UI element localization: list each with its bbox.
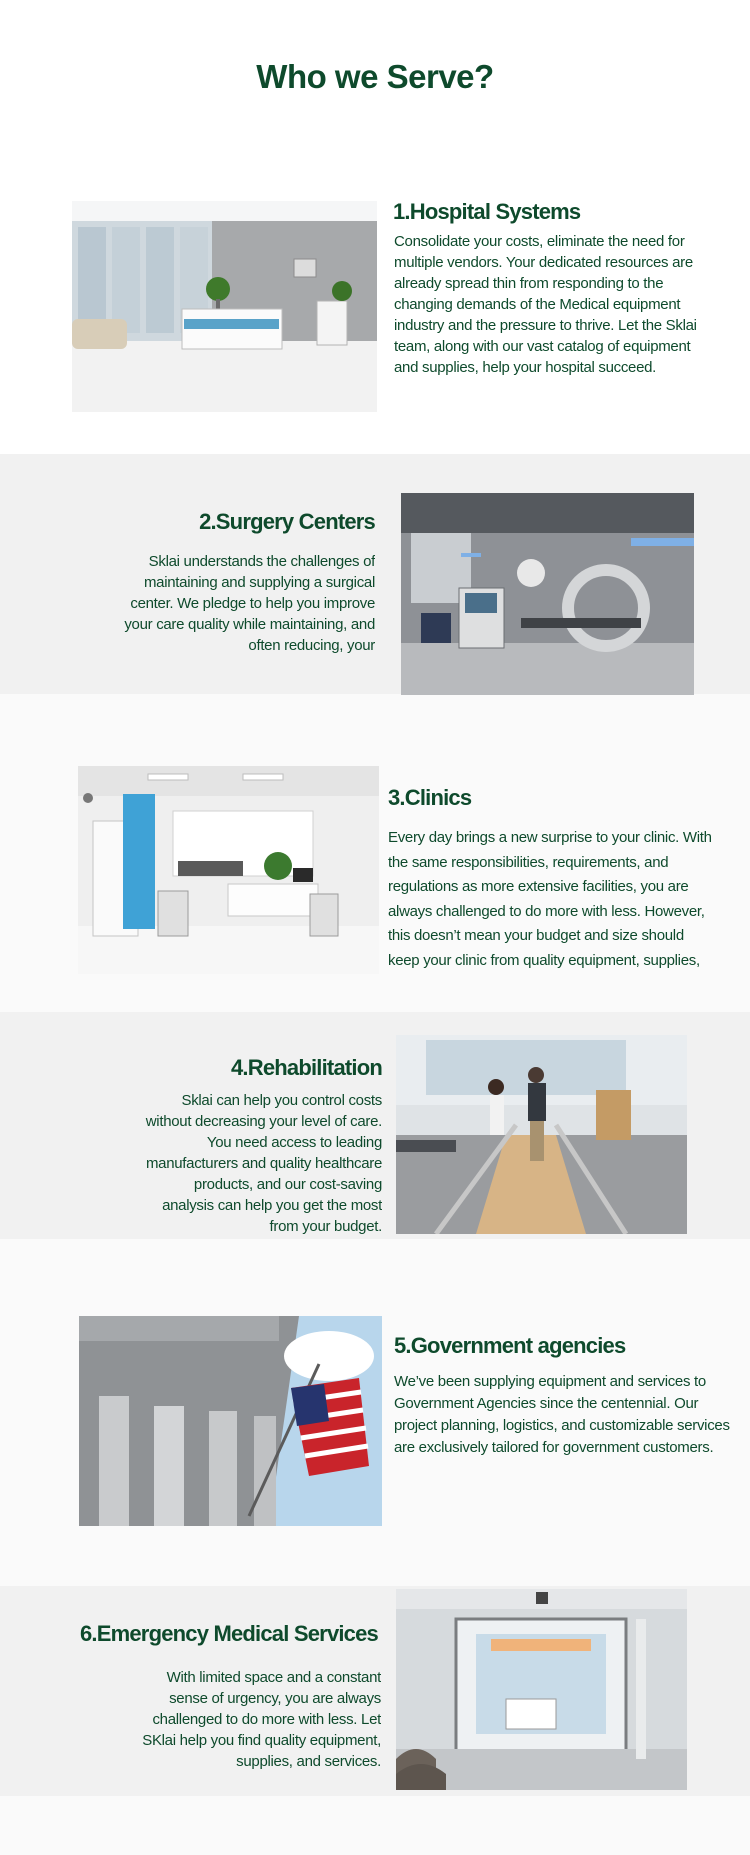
section-2-heading: 2.Surgery Centers [199, 509, 375, 534]
operating-room-photo [401, 493, 694, 695]
section-1-body: Consolidate your costs, eliminate the need for multiple vendors. Your dedicated resources are already spread thin from responding to the changing demands of the Medical equipment industry and the pressure to thrive. Let the Sklai team, along with our vast catalog of equipment and supplies, help your hospital succeed. [394, 233, 697, 376]
section-6-heading: 6.Emergency Medical Services [79, 1621, 378, 1646]
emergency-room-photo [396, 1589, 687, 1790]
government-building-photo [79, 1316, 382, 1526]
section-3-body: Every day brings a new surprise to your clinic. With the same responsibilities, requirements, and regulations as more extensive facilities, you are always challenged to do more with less. However, this doesn’t mean your budget and size should keep your clinic from quality equipment, supplies, [388, 829, 712, 969]
section-4-heading: 4.Rehabilitation [231, 1055, 382, 1080]
section-3-heading: 3.Clinics [388, 785, 472, 810]
section-5-heading: 5.Government agencies [394, 1333, 626, 1358]
section-band-bottom [0, 1796, 750, 1855]
section-2-body: Sklai understands the challenges of maintaining and supplying a surgical center. We pledge to help you improve your care quality while maintaining, and often reducing, your [124, 553, 375, 654]
clinic-room-photo [78, 766, 379, 974]
page-title: Who we Serve? [256, 58, 494, 95]
section-5-body: We’ve been supplying equipment and services to Government Agencies since the centennial. Our project planning, logistics, and customizable services are exclusively tailored for government customers. [394, 1373, 730, 1456]
hospital-room-photo [72, 201, 377, 412]
rehabilitation-photo [396, 1035, 687, 1234]
section-6-body: With limited space and a constant sense of urgency, you are always challenged to do more with less. Let SKlai help you find quality equipment, supplies, and services. [142, 1669, 381, 1770]
section-1-heading: 1.Hospital Systems [393, 199, 581, 224]
section-4-body: Sklai can help you control costs without decreasing your level of care. You need access to leading manufacturers and quality healthcare products, and our cost-saving analysis can help you get the most from your budget. [145, 1092, 382, 1235]
